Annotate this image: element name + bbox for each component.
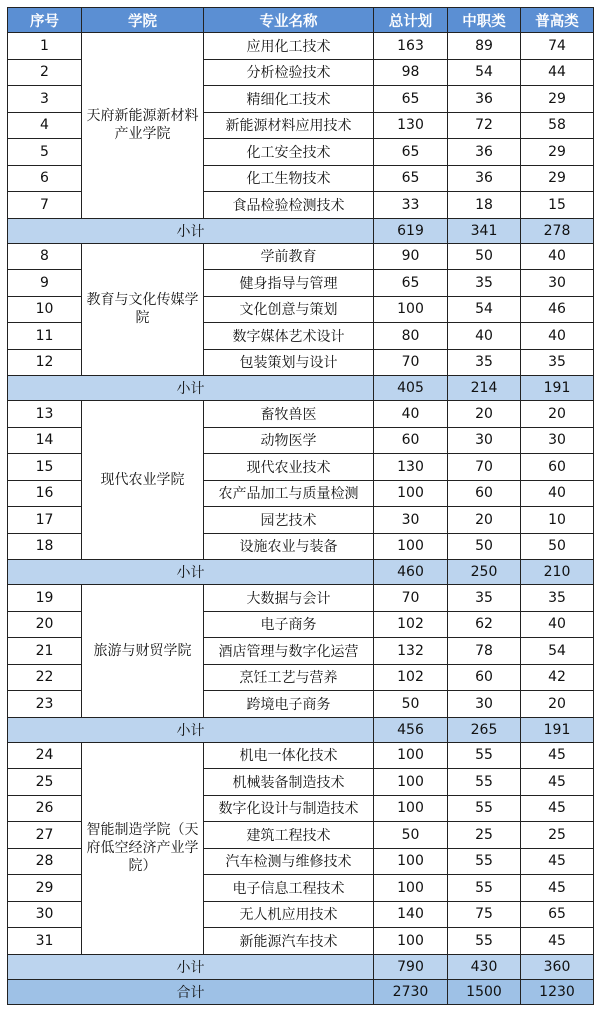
total-plan: 132 — [374, 638, 448, 665]
vocational-count: 60 — [448, 664, 521, 691]
subtotal-row — [8, 218, 594, 243]
major-name: 包装策划与设计 — [204, 349, 374, 376]
high-school-count: 30 — [521, 427, 594, 454]
vocational-count: 40 — [448, 323, 521, 350]
total-plan: 50 — [374, 691, 448, 718]
high-school-count: 20 — [521, 401, 594, 428]
row-number: 22 — [8, 664, 82, 691]
table-row — [8, 585, 594, 612]
row-number: 20 — [8, 611, 82, 638]
major-name: 跨境电子商务 — [204, 691, 374, 718]
total-plan: 60 — [374, 427, 448, 454]
total-plan: 100 — [374, 296, 448, 323]
total-plan: 100 — [374, 848, 448, 875]
header-no: 序号 — [8, 8, 82, 33]
vocational-count: 55 — [448, 928, 521, 955]
major-name: 文化创意与策划 — [204, 296, 374, 323]
row-number: 16 — [8, 480, 82, 507]
subtotal-label: 小计 — [8, 717, 374, 742]
college-name: 天府新能源新材料产业学院 — [82, 33, 204, 219]
row-number: 6 — [8, 165, 82, 192]
vocational-count: 25 — [448, 822, 521, 849]
high-school-count: 46 — [521, 296, 594, 323]
subtotal-high-school: 360 — [521, 954, 594, 979]
row-number: 7 — [8, 192, 82, 219]
high-school-count: 45 — [521, 848, 594, 875]
total-plan: 98 — [374, 59, 448, 86]
subtotal-row — [8, 954, 594, 979]
vocational-count: 35 — [448, 585, 521, 612]
vocational-count: 30 — [448, 691, 521, 718]
major-name: 化工生物技术 — [204, 165, 374, 192]
vocational-count: 72 — [448, 112, 521, 139]
vocational-count: 20 — [448, 401, 521, 428]
high-school-count: 35 — [521, 585, 594, 612]
table-body — [8, 33, 594, 1005]
row-number: 15 — [8, 454, 82, 481]
subtotal-label: 小计 — [8, 218, 374, 243]
high-school-count: 40 — [521, 480, 594, 507]
vocational-count: 55 — [448, 742, 521, 769]
vocational-count: 75 — [448, 901, 521, 928]
row-number: 14 — [8, 427, 82, 454]
vocational-count: 35 — [448, 349, 521, 376]
row-number: 12 — [8, 349, 82, 376]
major-name: 分析检验技术 — [204, 59, 374, 86]
total-plan: 80 — [374, 323, 448, 350]
high-school-count: 45 — [521, 795, 594, 822]
major-name: 食品检验检测技术 — [204, 192, 374, 219]
high-school-count: 40 — [521, 611, 594, 638]
subtotal-total: 460 — [374, 560, 448, 585]
vocational-count: 30 — [448, 427, 521, 454]
high-school-count: 44 — [521, 59, 594, 86]
total-plan: 33 — [374, 192, 448, 219]
row-number: 8 — [8, 243, 82, 270]
row-number: 23 — [8, 691, 82, 718]
total-plan: 100 — [374, 795, 448, 822]
major-name: 应用化工技术 — [204, 33, 374, 60]
header-vocational: 中职类 — [448, 8, 521, 33]
total-plan: 65 — [374, 270, 448, 297]
high-school-count: 20 — [521, 691, 594, 718]
college-name: 现代农业学院 — [82, 401, 204, 560]
high-school-count: 29 — [521, 165, 594, 192]
vocational-count: 20 — [448, 507, 521, 534]
major-name: 畜牧兽医 — [204, 401, 374, 428]
row-number: 26 — [8, 795, 82, 822]
major-name: 学前教育 — [204, 243, 374, 270]
table-row — [8, 243, 594, 270]
high-school-count: 45 — [521, 928, 594, 955]
major-name: 汽车检测与维修技术 — [204, 848, 374, 875]
high-school-count: 35 — [521, 349, 594, 376]
subtotal-vocational: 341 — [448, 218, 521, 243]
total-plan: 130 — [374, 454, 448, 481]
vocational-count: 35 — [448, 270, 521, 297]
total-plan: 102 — [374, 611, 448, 638]
row-number: 4 — [8, 112, 82, 139]
total-plan: 100 — [374, 875, 448, 902]
header-college: 学院 — [82, 8, 204, 33]
grand-total-label: 合计 — [8, 979, 374, 1004]
total-plan: 100 — [374, 769, 448, 796]
total-plan: 65 — [374, 139, 448, 166]
table-row — [8, 742, 594, 769]
high-school-count: 65 — [521, 901, 594, 928]
college-name: 智能制造学院（天府低空经济产业学院） — [82, 742, 204, 954]
total-plan: 30 — [374, 507, 448, 534]
major-name: 园艺技术 — [204, 507, 374, 534]
high-school-count: 30 — [521, 270, 594, 297]
table-row — [8, 401, 594, 428]
vocational-count: 55 — [448, 848, 521, 875]
row-number: 11 — [8, 323, 82, 350]
subtotal-vocational: 265 — [448, 717, 521, 742]
major-name: 健身指导与管理 — [204, 270, 374, 297]
total-plan: 70 — [374, 585, 448, 612]
vocational-count: 55 — [448, 875, 521, 902]
total-plan: 102 — [374, 664, 448, 691]
row-number: 9 — [8, 270, 82, 297]
vocational-count: 36 — [448, 139, 521, 166]
subtotal-vocational: 214 — [448, 376, 521, 401]
high-school-count: 29 — [521, 139, 594, 166]
vocational-count: 54 — [448, 59, 521, 86]
total-plan: 130 — [374, 112, 448, 139]
major-name: 电子商务 — [204, 611, 374, 638]
major-name: 新能源汽车技术 — [204, 928, 374, 955]
row-number: 19 — [8, 585, 82, 612]
row-number: 3 — [8, 86, 82, 113]
total-plan: 100 — [374, 480, 448, 507]
subtotal-row — [8, 717, 594, 742]
high-school-count: 50 — [521, 533, 594, 560]
high-school-count: 45 — [521, 875, 594, 902]
header-major: 专业名称 — [204, 8, 374, 33]
table-row — [8, 33, 594, 60]
grand-total-high-school: 1230 — [521, 979, 594, 1004]
total-plan: 100 — [374, 533, 448, 560]
high-school-count: 29 — [521, 86, 594, 113]
major-name: 数字化设计与制造技术 — [204, 795, 374, 822]
vocational-count: 18 — [448, 192, 521, 219]
college-name: 教育与文化传媒学院 — [82, 243, 204, 376]
vocational-count: 50 — [448, 533, 521, 560]
major-name: 电子信息工程技术 — [204, 875, 374, 902]
total-plan: 50 — [374, 822, 448, 849]
major-name: 机械装备制造技术 — [204, 769, 374, 796]
major-name: 酒店管理与数字化运营 — [204, 638, 374, 665]
major-name: 新能源材料应用技术 — [204, 112, 374, 139]
row-number: 1 — [8, 33, 82, 60]
header-row — [8, 8, 594, 33]
subtotal-label: 小计 — [8, 376, 374, 401]
subtotal-high-school: 278 — [521, 218, 594, 243]
vocational-count: 89 — [448, 33, 521, 60]
college-name: 旅游与财贸学院 — [82, 585, 204, 718]
major-name: 建筑工程技术 — [204, 822, 374, 849]
row-number: 18 — [8, 533, 82, 560]
row-number: 28 — [8, 848, 82, 875]
subtotal-total: 405 — [374, 376, 448, 401]
total-plan: 163 — [374, 33, 448, 60]
subtotal-total: 456 — [374, 717, 448, 742]
row-number: 5 — [8, 139, 82, 166]
row-number: 25 — [8, 769, 82, 796]
major-name: 烹饪工艺与营养 — [204, 664, 374, 691]
total-plan: 70 — [374, 349, 448, 376]
high-school-count: 40 — [521, 243, 594, 270]
total-plan: 90 — [374, 243, 448, 270]
vocational-count: 36 — [448, 86, 521, 113]
vocational-count: 50 — [448, 243, 521, 270]
major-name: 机电一体化技术 — [204, 742, 374, 769]
high-school-count: 40 — [521, 323, 594, 350]
row-number: 17 — [8, 507, 82, 534]
header-total-plan: 总计划 — [374, 8, 448, 33]
vocational-count: 55 — [448, 795, 521, 822]
high-school-count: 45 — [521, 742, 594, 769]
subtotal-vocational: 430 — [448, 954, 521, 979]
subtotal-total: 619 — [374, 218, 448, 243]
row-number: 13 — [8, 401, 82, 428]
subtotal-high-school: 191 — [521, 717, 594, 742]
subtotal-high-school: 191 — [521, 376, 594, 401]
subtotal-total: 790 — [374, 954, 448, 979]
row-number: 2 — [8, 59, 82, 86]
total-plan: 140 — [374, 901, 448, 928]
row-number: 10 — [8, 296, 82, 323]
major-name: 精细化工技术 — [204, 86, 374, 113]
high-school-count: 45 — [521, 769, 594, 796]
total-plan: 65 — [374, 165, 448, 192]
subtotal-vocational: 250 — [448, 560, 521, 585]
high-school-count: 10 — [521, 507, 594, 534]
high-school-count: 42 — [521, 664, 594, 691]
major-name: 数字媒体艺术设计 — [204, 323, 374, 350]
total-plan: 40 — [374, 401, 448, 428]
row-number: 21 — [8, 638, 82, 665]
header-high-school: 普高类 — [521, 8, 594, 33]
row-number: 24 — [8, 742, 82, 769]
major-name: 化工安全技术 — [204, 139, 374, 166]
high-school-count: 60 — [521, 454, 594, 481]
high-school-count: 54 — [521, 638, 594, 665]
subtotal-label: 小计 — [8, 954, 374, 979]
vocational-count: 55 — [448, 769, 521, 796]
major-name: 无人机应用技术 — [204, 901, 374, 928]
vocational-count: 60 — [448, 480, 521, 507]
high-school-count: 15 — [521, 192, 594, 219]
row-number: 31 — [8, 928, 82, 955]
major-name: 大数据与会计 — [204, 585, 374, 612]
enrollment-plan-table — [7, 7, 594, 1005]
total-plan: 100 — [374, 928, 448, 955]
major-name: 现代农业技术 — [204, 454, 374, 481]
high-school-count: 25 — [521, 822, 594, 849]
grand-total-row — [8, 979, 594, 1004]
grand-total-total: 2730 — [374, 979, 448, 1004]
major-name: 农产品加工与质量检测 — [204, 480, 374, 507]
row-number: 29 — [8, 875, 82, 902]
vocational-count: 78 — [448, 638, 521, 665]
subtotal-row — [8, 560, 594, 585]
major-name: 动物医学 — [204, 427, 374, 454]
total-plan: 100 — [374, 742, 448, 769]
subtotal-row — [8, 376, 594, 401]
row-number: 27 — [8, 822, 82, 849]
vocational-count: 54 — [448, 296, 521, 323]
grand-total-vocational: 1500 — [448, 979, 521, 1004]
vocational-count: 70 — [448, 454, 521, 481]
row-number: 30 — [8, 901, 82, 928]
subtotal-high-school: 210 — [521, 560, 594, 585]
subtotal-label: 小计 — [8, 560, 374, 585]
major-name: 设施农业与装备 — [204, 533, 374, 560]
vocational-count: 36 — [448, 165, 521, 192]
total-plan: 65 — [374, 86, 448, 113]
high-school-count: 58 — [521, 112, 594, 139]
high-school-count: 74 — [521, 33, 594, 60]
vocational-count: 62 — [448, 611, 521, 638]
